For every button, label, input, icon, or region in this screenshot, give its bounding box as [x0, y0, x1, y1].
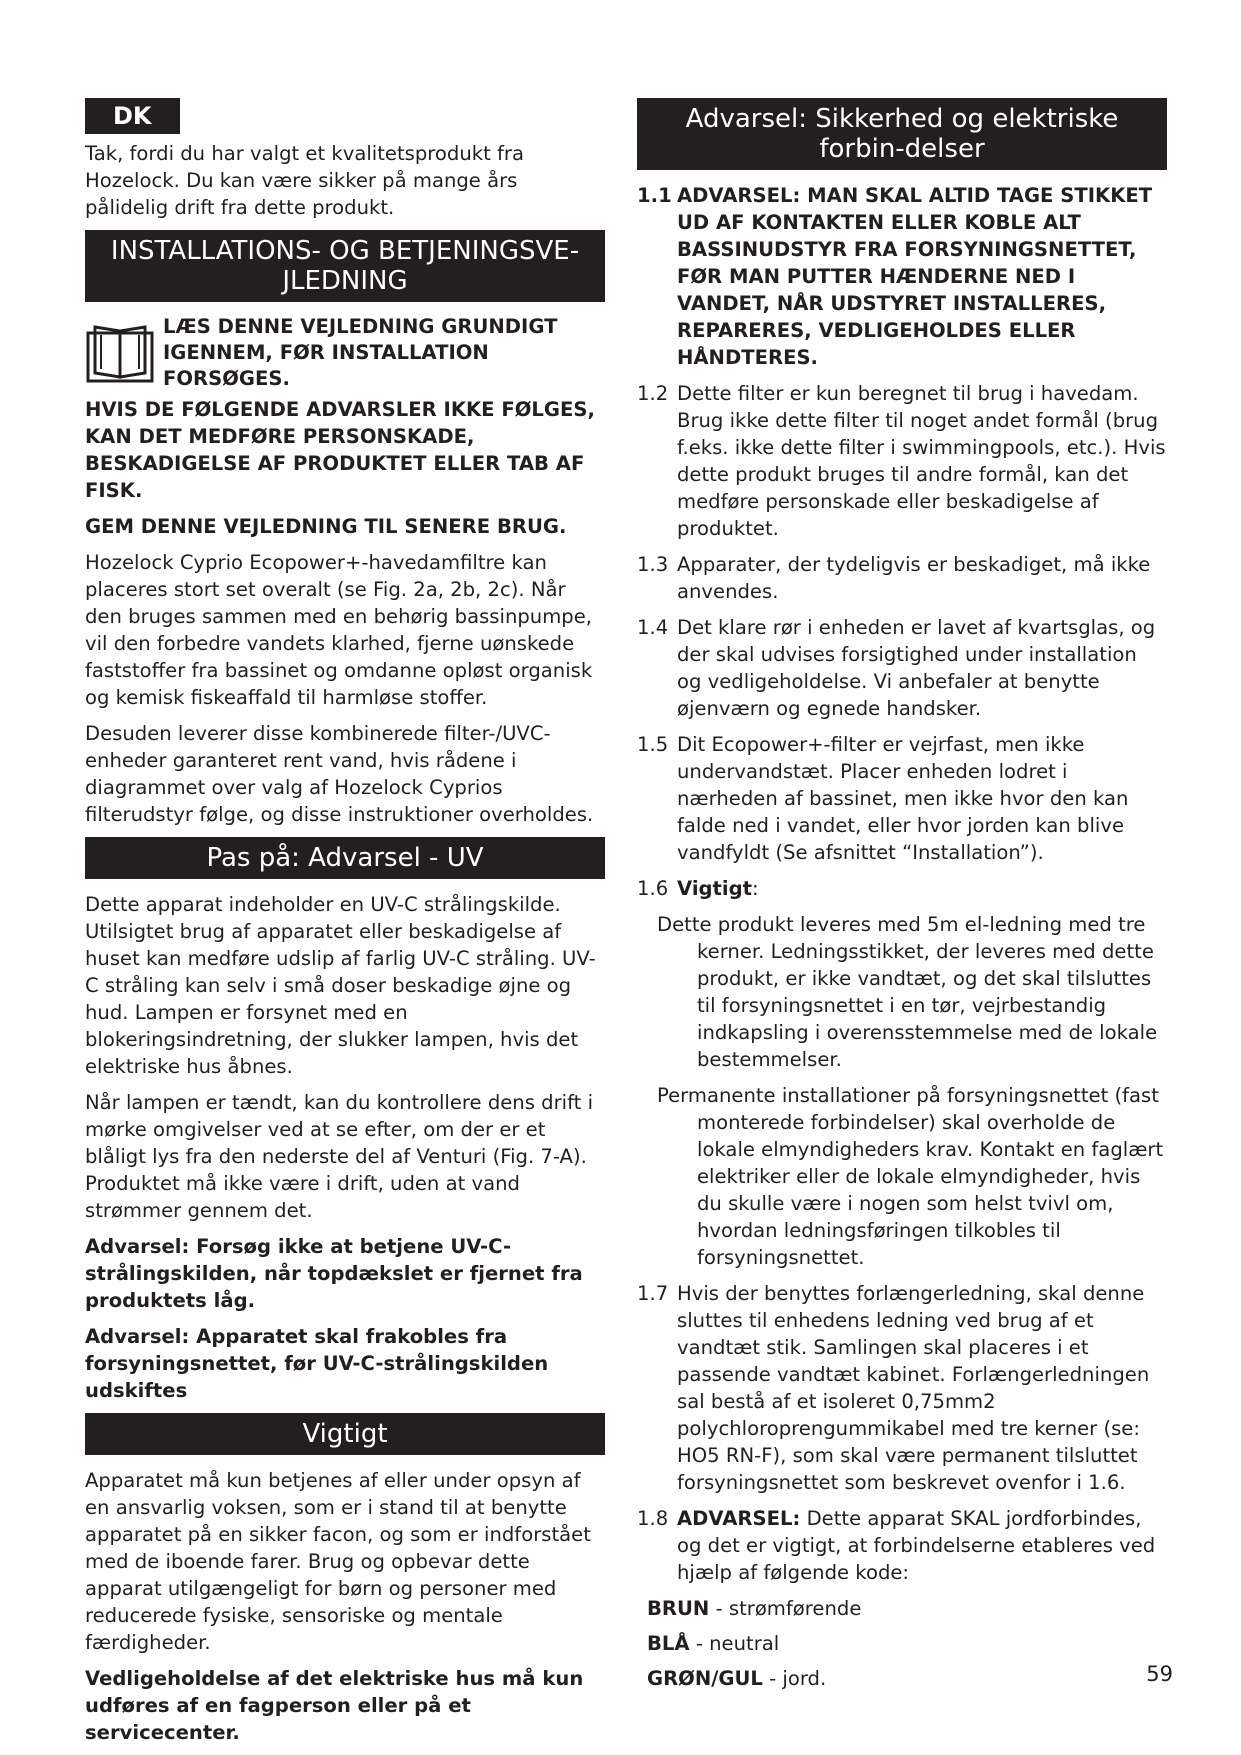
item-number: 1.8 — [637, 1507, 669, 1530]
banner-important: Vigtigt — [85, 1413, 605, 1455]
item-text: Det klare rør i enheden er lavet af kvartsglas, og der skal udvises forsigtighed under installation og vedligeholdelse. Vi anbefaler at benytte øjenværn og egnede handsker. — [677, 616, 1156, 720]
item-1-1 — [637, 182, 1167, 371]
important-paragraph-1: Apparatet må kun betjenes af eller under opsyn af en ansvarlig voksen, som er i stand til at benytte apparatet på en sikker facon, og som er indforstået med de iboende farer. Brug og opbevar dette apparat utilgængeligt for børn og personer med reducerede fysiske, sensoriske og mentale færdigheder. — [85, 1469, 591, 1654]
banner-uv-warning: Pas på: Advarsel - UV — [85, 837, 605, 879]
wire-code-name: BRUN — [647, 1597, 710, 1620]
item-number: 1.1 — [637, 184, 672, 207]
item-text: Dit Ecopower+-filter er vejrfast, men ikke undervandstæt. Placer enheden lodret i nærheden af bassinet, men ikke hvor den kan falde ned i vandet, eller hvor jorden kan blive vandfyldt (Se afsnittet “Installation”). — [677, 733, 1129, 864]
important-paragraph-2: Vedligeholdelse af det elektriske hus må kun udføres af en fagperson eller på et servicecenter. — [85, 1667, 584, 1744]
item-1-5 — [637, 731, 1167, 866]
item-number: 1.4 — [637, 616, 669, 639]
item-label-suffix: : — [752, 877, 759, 900]
item-text: Dette filter er kun beregnet til brug i havedam. Brug ikke dette filter til noget andet formål (brug f.eks. ikke dette filter i swimmingpools, etc.). Hvis dette produkt bruges til andre formål, kan det medføre personskade eller beskadigelse af produktet. — [677, 382, 1166, 540]
wire-code-green-yellow — [647, 1665, 1167, 1692]
uv-paragraph-2: Når lampen er tændt, kan du kontrollere dens drift i mørke omgivelser ved at se efter, om der er et blåligt lys fra den nederste del af Venturi (Fig. 7-A). Produktet må ikke være i drift, uden at vand strømmer gennem det. — [85, 1091, 594, 1222]
read-manual-text: LÆS DENNE VEJLEDNING GRUNDIGT IGENNEM, FØR INSTALLATION FORSØGES. — [163, 315, 558, 390]
item-number: 1.5 — [637, 733, 669, 756]
item-1-7 — [637, 1280, 1167, 1496]
banner-safety: Advarsel: Sikkerhed og elektriske forbin-delser — [637, 98, 1167, 170]
uv-paragraph-1: Dette apparat indeholder en UV-C strålingskilde. Utilsigtet brug af apparatet eller beskadigelse af huset kan medføre udslip af farlig UV-C stråling. UV-C stråling kan selv i små doser beskadige øjne og hud. Lampen er forsynet med en blokeringsindretning, der slukker lampen, hvis det elektriske hus åbnes. — [85, 893, 596, 1078]
wire-code-desc: - neutral — [689, 1632, 780, 1655]
wire-code-name: BLÅ — [647, 1632, 690, 1655]
left-column — [85, 98, 605, 1755]
item-1-3 — [637, 551, 1167, 605]
product-description: Hozelock Cyprio Ecopower+-havedamfiltre kan placeres stort set overalt (se Fig. 2a, 2b, 2c). Når den bruges sammen med en behørig bassinpumpe, vil den forbedre vandets klarhed, fjerne uønskede faststoffer fra bassinet og omdanne opløst organisk og kemisk fiskeaffald til harmløse stoffer. — [85, 551, 593, 709]
item-number: 1.3 — [637, 553, 669, 576]
item-text: Apparater, der tydeligvis er beskadiget, må ikke anvendes. — [677, 553, 1151, 603]
item-1-6 — [637, 875, 1167, 902]
item-number: 1.6 — [637, 877, 669, 900]
permanent-install-paragraph: Permanente installationer på forsyningsnettet (fast monterede forbindelser) skal overholde de lokale elmyndigheders krav. Kontakt en faglært elektriker eller de lokale elmyndigheder, hvis du skulle være i nogen som helst tvivl om, hvordan ledningsføringen tilkobles til forsyningsnettet. — [657, 1084, 1164, 1269]
keep-manual-text: GEM DENNE VEJLEDNING TIL SENERE BRUG. — [85, 515, 567, 538]
item-number: 1.7 — [637, 1282, 669, 1305]
wire-code-desc: - strømførende — [709, 1597, 862, 1620]
page-number: 59 — [1146, 1662, 1173, 1686]
uv-warning-2: Advarsel: Apparatet skal frakobles fra forsyningsnettet, før UV-C-strålingskilden udskiftes — [85, 1325, 549, 1402]
wire-code-blue — [647, 1630, 1167, 1657]
product-description-2: Desuden leverer disse kombinerede filter-/UVC-enheder garanteret rent vand, hvis rådene i diagrammet over valg af Hozelock Cyprios filterudstyr følge, og disse instruktioner overholdes. — [85, 722, 594, 826]
item-text: ADVARSEL: MAN SKAL ALTID TAGE STIKKET UD AF KONTAKTEN ELLER KOBLE ALT BASSINUDSTYR FRA FORSYNINGSNETTET, FØR MAN PUTTER HÆNDERNE NED I VANDET, NÅR UDSTYRET INSTALLERES, REPARERES, VEDLIGEHOLDES ELLER HÅNDTERES. — [677, 184, 1153, 369]
cable-paragraph: Dette produkt leveres med 5m el-ledning med tre kerner. Ledningsstikket, der leveres med dette produkt, er ikke vandtæt, og det skal tilsluttes til forsyningsnettet i en tør, vejrbestandig indkapsling i overensstemmelse med de lokale bestemmelser. — [657, 913, 1158, 1071]
banner-installation: INSTALLATIONS- OG BETJENINGSVE-JLEDNING — [85, 230, 605, 302]
open-book-icon — [85, 315, 155, 385]
item-label: ADVARSEL: — [677, 1507, 801, 1530]
read-manual-notice — [85, 314, 605, 392]
wire-code-desc: - jord. — [762, 1667, 827, 1690]
intro-paragraph: Tak, fordi du har valgt et kvalitetsprodukt fra Hozelock. Du kan være sikker på mange års pålidelig drift fra dette produkt. — [85, 142, 524, 219]
item-text: Dette apparat SKAL jordforbindes, og det er vigtigt, at forbindelserne etableres ved hjælp af følgende kode: — [677, 1507, 1156, 1584]
item-text: Hvis der benyttes forlængerledning, skal denne sluttes til enhedens ledning ved brug af et vandtæt stik. Samlingen skal placeres i et passende vandtæt kabinet. Forlængerledningen sal bestå af et isoleret 0,75mm2 polychloroprengummikabel med tre kerner (se: HO5 RN-F), som skal være permanent tilsluttet forsyningsnettet som beskrevet ovenfor i 1.6. — [677, 1282, 1150, 1494]
item-number: 1.2 — [637, 382, 669, 405]
right-column — [637, 98, 1167, 1700]
warning-follow-text: HVIS DE FØLGENDE ADVARSLER IKKE FØLGES, KAN DET MEDFØRE PERSONSKADE, BESKADIGELSE AF PRODUKTET ELLER TAB AF FISK. — [85, 398, 595, 502]
item-1-2 — [637, 380, 1167, 542]
wire-code-brown — [647, 1595, 1167, 1622]
item-label: Vigtigt — [677, 877, 753, 900]
uv-warning-1: Advarsel: Forsøg ikke at betjene UV-C-strålingskilden, når topdækslet er fjernet fra produktets låg. — [85, 1235, 583, 1312]
item-1-8 — [637, 1505, 1167, 1586]
wire-code-name: GRØN/GUL — [647, 1667, 763, 1690]
language-tag: DK — [85, 98, 180, 134]
item-1-4 — [637, 614, 1167, 722]
